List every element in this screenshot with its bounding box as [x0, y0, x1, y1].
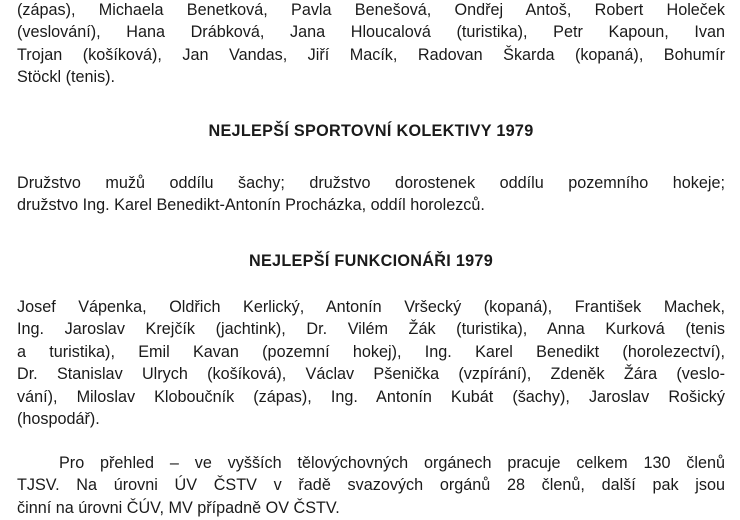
text-line: Dr. Stanislav Ulrych (košíková), Václav Pšenička (vzpírání), Zdeněk Žára (veslo- — [17, 365, 725, 384]
text-line: (hospodář). — [17, 410, 100, 429]
text-line: vání), Miloslav Kloboučník (zápas), Ing. Antonín Kubát (šachy), Jaroslav Rošický — [17, 387, 725, 406]
text-line: Stöckl (tenis). — [17, 68, 116, 87]
text-line: Josef Vápenka, Oldřich Kerlický, Antonín Vršecký (kopaná), František Machek, — [17, 298, 725, 316]
text-line: a turistika), Emil Kavan (pozemní hokej), Ing. Karel Benedikt (horolezectví), — [17, 342, 725, 361]
text-line: (zápas), Michaela Benetková, Pavla Benešová, Ondřej Antoš, Robert Holeček — [17, 1, 725, 19]
text-line: družstvo Ing. Karel Benedikt-Antonín Procházka, oddíl horolezců. — [17, 196, 485, 215]
text-line: TJSV. Na úrovni ÚV ČSTV v řadě svazových orgánů 28 členů, další pak jsou — [17, 476, 725, 495]
text-line: Trojan (košíková), Jan Vandas, Jiří Macík, Radovan Škarda (kopaná), Bohumír — [17, 45, 725, 64]
collectives-paragraph — [17, 172, 725, 217]
heading-best-collectives: NEJLEPŠÍ SPORTOVNÍ KOLEKTIVY 1979 — [208, 122, 534, 140]
athletes-list-continued — [17, 0, 725, 89]
officials-paragraph — [17, 296, 725, 430]
text-line: (veslování), Hana Drábková, Jana Hloucalová (turistika), Petr Kapoun, Ivan — [17, 23, 725, 42]
text-line: činní na úrovni ČÚV, MV případně OV ČSTV. — [17, 498, 340, 517]
text-line: Ing. Jaroslav Krejčík (jachtink), Dr. Vilém Žák (turistika), Anna Kurková (tenis — [17, 320, 725, 339]
text-line: Družstvo mužů oddílu šachy; družstvo dorostenek oddílu pozemního hokeje; — [17, 174, 725, 192]
heading-best-officials: NEJLEPŠÍ FUNKCIONÁŘI 1979 — [248, 252, 494, 270]
text-line: Pro přehled – ve vyšších tělovýchovných orgánech pracuje celkem 130 členů — [59, 454, 725, 472]
overview-paragraph — [17, 452, 725, 519]
